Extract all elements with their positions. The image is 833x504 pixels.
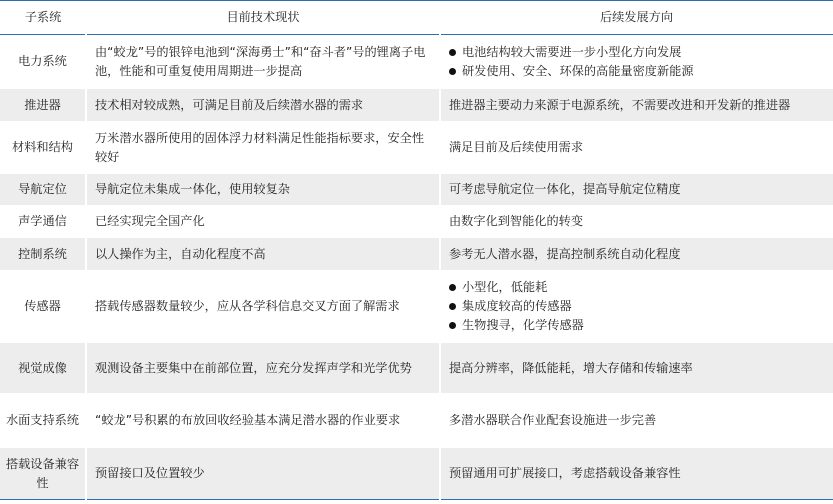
table-row [0,343,833,394]
bullet-item [449,43,827,62]
table-header [0,1,833,35]
future-direction-cell: 参考无人潜水器，提高控制系统自动化程度 [440,238,833,271]
table-row [0,238,833,271]
future-direction-cell: 可考虑导航定位一体化，提高导航定位精度 [440,174,833,206]
subsystem-cell: 控制系统 [0,238,86,271]
bullet-text: 研发使用、安全、环保的高能量密度新能源 [462,63,694,78]
current-status-cell: 观测设备主要集中在前部位置，应充分发挥声学和光学优势 [86,343,440,394]
future-direction-cell [440,35,833,89]
header-current-status: 目前技术现状 [86,1,440,35]
current-status-cell: 万米潜水器所使用的固体浮力材料满足性能指标要求，安全性较好 [86,122,440,174]
header-subsystem: 子系统 [0,1,86,35]
bullet-text: 生物搜寻，化学传感器 [462,318,584,332]
header-row [0,1,833,35]
current-status-cell: 预留接口及位置较少 [86,448,440,500]
bullet-dot-icon [449,49,456,56]
subsystem-cell: 推进器 [0,89,86,122]
bullet-item [449,297,827,316]
table-row [0,206,833,238]
future-direction-cell: 满足目前及后续使用需求 [440,122,833,174]
table-row [0,89,833,122]
current-status-cell: 已经实现完全国产化 [86,206,440,238]
current-status-cell: 技术相对较成熟，可满足目前及后续潜水器的需求 [86,89,440,122]
subsystem-cell: 水面支持系统 [0,394,86,448]
current-status-cell: 搭载传感器数量较少，应从各学科信息交叉方面了解需求 [86,271,440,343]
table-row [0,448,833,500]
future-bullet-list [449,278,827,335]
subsystem-cell: 导航定位 [0,174,86,206]
bullet-dot-icon [449,68,456,75]
table-row [0,174,833,206]
bullet-text: 小型化，低能耗 [462,280,548,294]
future-direction-cell: 由数字化到智能化的转变 [440,206,833,238]
subsystem-cell: 材料和结构 [0,122,86,174]
bullet-dot-icon [449,322,456,329]
subsystem-cell: 电力系统 [0,35,86,89]
current-status-cell: 导航定位未集成一体化，使用较复杂 [86,174,440,206]
bullet-item [449,62,827,81]
future-direction-cell: 推进器主要动力来源于电源系统，不需要改进和开发新的推进器 [440,89,833,122]
table-row [0,394,833,448]
current-status-cell: “蛟龙”号积累的布放回收经验基本满足潜水器的作业要求 [86,394,440,448]
subsystem-cell: 声学通信 [0,206,86,238]
current-status-cell: 以人操作为主，自动化程度不高 [86,238,440,271]
header-future-direction: 后续发展方向 [440,1,833,35]
subsystem-cell: 搭载设备兼容性 [0,448,86,500]
subsystem-cell: 传感器 [0,271,86,343]
table-row [0,35,833,89]
current-status-cell: 由“蛟龙”号的银锌电池到“深海勇士”和“奋斗者”号的锂离子电池，性能和可重复使用周期进一步提高 [86,35,440,89]
bullet-dot-icon [449,284,456,291]
future-direction-cell [440,271,833,343]
bullet-dot-icon [449,303,456,310]
future-bullet-list [449,43,827,81]
future-direction-cell: 多潜水器联合作业配套设施进一步完善 [440,394,833,448]
future-direction-cell: 提高分辨率，降低能耗，增大存储和传输速率 [440,343,833,394]
table-row [0,271,833,343]
future-direction-cell: 预留通用可扩展接口，考虑搭载设备兼容性 [440,448,833,500]
bullet-text: 电池结构较大需要进一步小型化方向发展 [462,44,682,59]
bullet-item [449,316,827,335]
subsystem-cell: 视觉成像 [0,343,86,394]
table-body [0,35,833,500]
table-row [0,122,833,174]
bullet-item [449,278,827,297]
bullet-text: 集成度较高的传感器 [462,299,572,313]
